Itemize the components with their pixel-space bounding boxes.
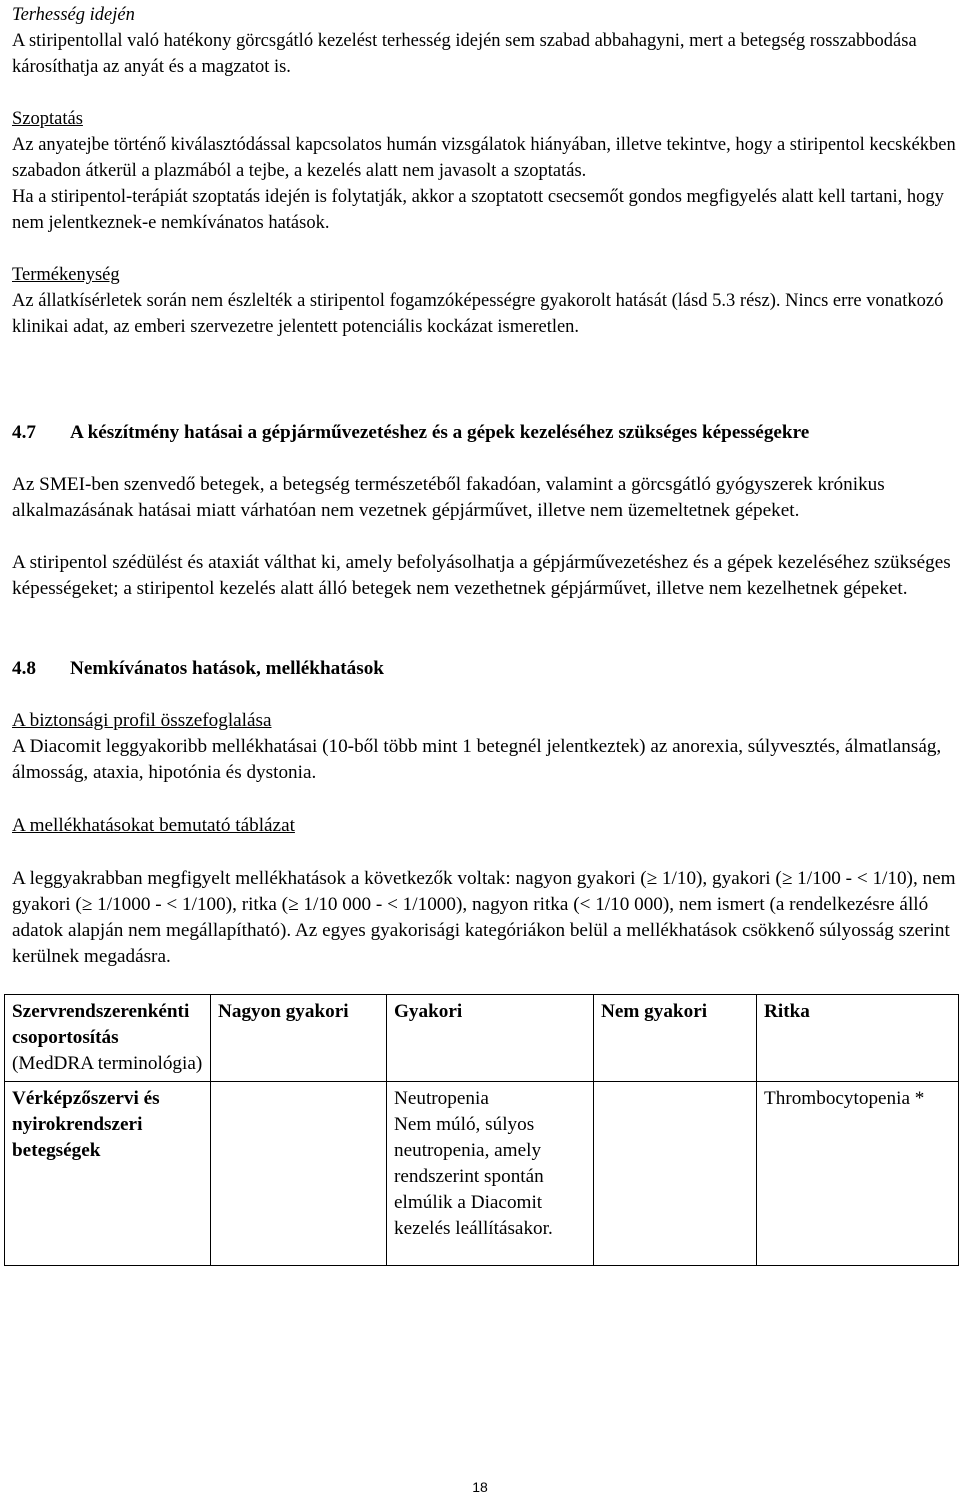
section-4-7-paragraph-2: A stiripentol szédülést és ataxiát válthat ki, amely befolyásolhatja a gépjárművezetéshez és a gépek kezeléséhez szükséges képességeket; a stiripentol kezelés alatt álló betegek nem vezethetnek gépjárművet, illetve nem kezelhetnek gépeket. (12, 552, 951, 599)
safety-profile-text: A Diacomit leggyakoribb mellékhatásai (10-ből több mint 1 betegnél jelentkeztek) az anorexia, súlyvesztés, álmatlanság, álmosság, ataxia, hipotónia és dystonia. (12, 736, 942, 783)
adverse-reactions-table (4, 994, 959, 1266)
row-uncommon (594, 1082, 757, 1266)
section-4-8-heading (12, 656, 956, 682)
adverse-table-title: A mellékhatásokat bemutató táblázat (12, 815, 295, 836)
row-very-common (211, 1082, 387, 1266)
breastfeeding-text-2: Ha a stiripentol-terápiát szoptatás idején is folytatják, akkor a szoptatott csecsemőt gondos megfigyelés alatt kell tartani, hogy nem jelentkeznek-e nemkívánatos hatások. (12, 187, 944, 233)
section-4-7-number: 4.7 (12, 422, 36, 443)
table-header-row (5, 995, 959, 1082)
safety-profile-title: A biztonsági profil összefoglalása (12, 710, 272, 731)
fertility-text: Az állatkísérletek során nem észlelték a stiripentol fogamzóképességre gyakorolt hatását (lásd 5.3 rész). Nincs erre vonatkozó klinikai adat, az emberi szervezetre jelentett potenciális kockázat ismeretlen. (12, 291, 944, 337)
table-row (5, 1082, 959, 1266)
header-very-common: Nagyon gyakori (211, 995, 387, 1082)
header-soc-normal: (MedDRA terminológia) (12, 1053, 203, 1074)
header-soc-bold: Szervrendszerenkénti csoportosítás (12, 1001, 190, 1048)
header-soc (5, 995, 211, 1082)
header-common: Gyakori (387, 995, 594, 1082)
row-rare: Thrombocytopenia * (757, 1082, 959, 1266)
pregnancy-text: A stiripentollal való hatékony görcsgátló kezelést terhesség idején sem szabad abbahagyni, mert a betegség rosszabbodása károsíthatja az anyát és a magzatot is. (12, 31, 917, 77)
section-4-8-title: Nemkívánatos hatások, mellékhatások (70, 658, 384, 679)
breastfeeding-title: Szoptatás (12, 109, 83, 129)
fertility-title: Termékenység (12, 265, 120, 285)
header-rare: Ritka (757, 995, 959, 1082)
section-4-7-heading (12, 420, 956, 446)
section-4-7-paragraph-1: Az SMEI-ben szenvedő betegek, a betegség természetéből fakadóan, valamint a görcsgátló gyógyszerek krónikus alkalmazásának hatásai miatt várhatóan nem vezetnek gépjárművet, illetve nem üzemeltetnek gépeket. (12, 474, 885, 521)
section-4-7-title: A készítmény hatásai a gépjárművezetéshez és a gépek kezeléséhez szükséges képességekre (70, 422, 810, 443)
row-soc: Vérképzőszervi és nyirokrendszeri betegségek (5, 1082, 211, 1266)
row-common: Neutropenia Nem múló, súlyos neutropenia, amely rendszerint spontán elmúlik a Diacomit kezelés leállításakor. (387, 1082, 594, 1266)
pregnancy-title: Terhesség idején (12, 5, 135, 25)
breastfeeding-text-1: Az anyatejbe történő kiválasztódással kapcsolatos humán vizsgálatok hiányában, illetve tekintve, hogy a stiripentol kecskékben szabadon átkerül a plazmából a tejbe, a kezelés alatt nem javasolt a szoptatás. (12, 135, 956, 181)
page-number: 18 (472, 1479, 488, 1495)
frequency-text: A leggyakrabban megfigyelt mellékhatások a következők voltak: nagyon gyakori (≥ 1/10), gyakori (≥ 1/100 - < 1/10), nem gyakori (≥ 1/1000 - < 1/100), ritka (≥ 1/10 000 - < 1/1000), nagyon ritka (< 1/10 000), nem ismert (a rendelkezésre álló adatok alapján nem megállapítható). Az egyes gyakorisági kategóriákon belül a mellékhatások csökkenő súlyosság szerint kerülnek megadásra. (12, 868, 956, 967)
header-uncommon: Nem gyakori (594, 995, 757, 1082)
section-4-8-number: 4.8 (12, 658, 36, 679)
